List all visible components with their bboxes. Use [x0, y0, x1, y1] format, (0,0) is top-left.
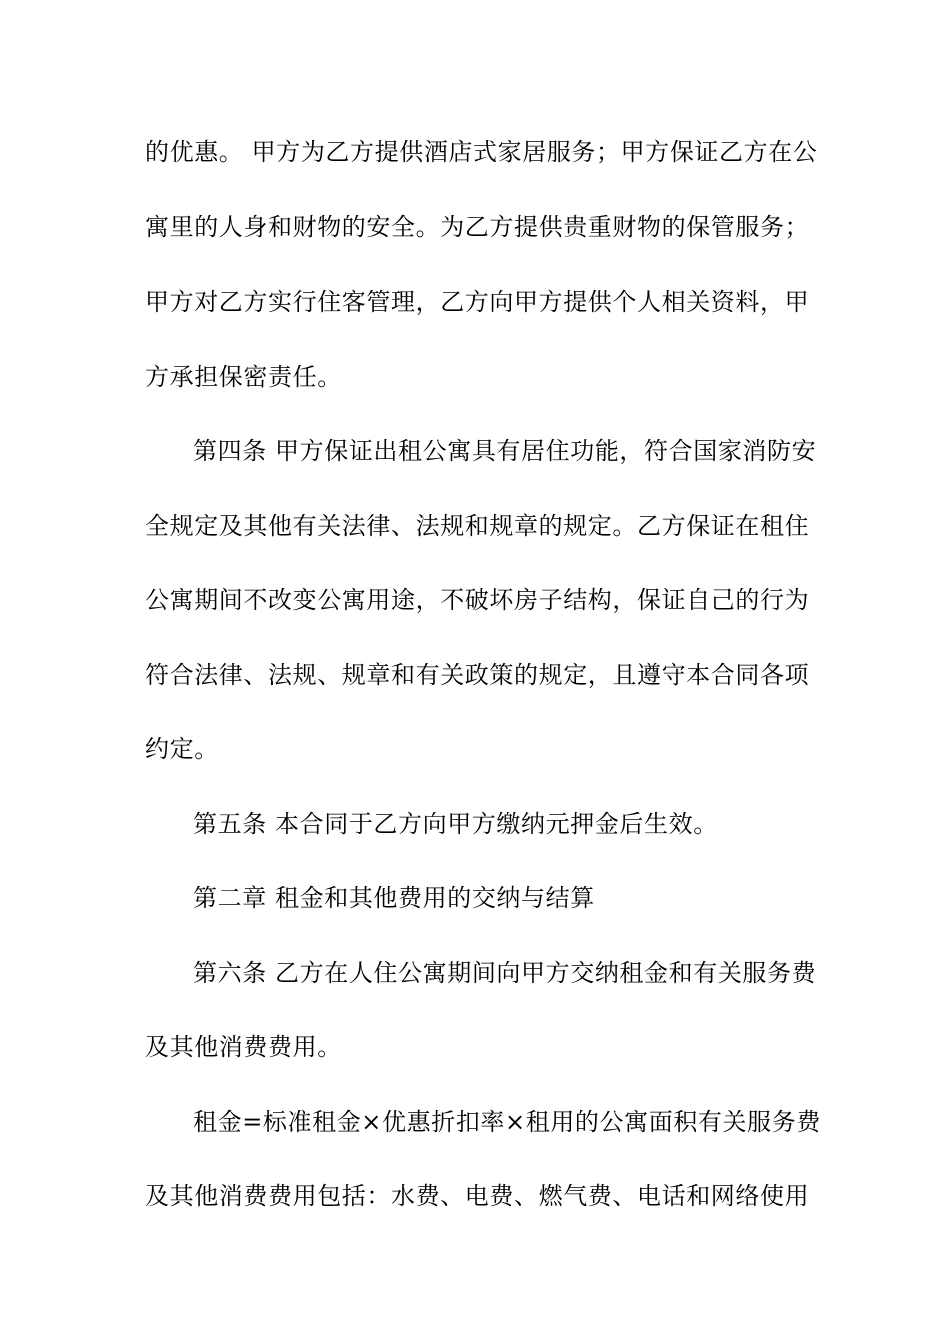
text-line: 约定。	[145, 735, 219, 763]
text-line: 及其他消费费用。	[145, 1033, 342, 1061]
article-6-line: 第六条 乙方在人住公寓期间向甲方交纳租金和有关服务费	[193, 959, 817, 987]
text-line: 寓里的人身和财物的安全。为乙方提供贵重财物的保管服务；	[145, 213, 810, 241]
text-line: 符合法律、法规、规章和有关政策的规定，且遵守本合同各项	[145, 661, 810, 689]
text-line: 方承担保密责任。	[145, 363, 342, 391]
article-4-line: 第四条 甲方保证出租公寓具有居住功能，符合国家消防安	[193, 437, 817, 465]
chapter-2-heading: 第二章 租金和其他费用的交纳与结算	[193, 884, 595, 912]
text-line: 及其他消费费用包括：水费、电费、燃气费、电话和网络使用	[145, 1182, 810, 1210]
text-line: 全规定及其他有关法律、法规和规章的规定。乙方保证在租住	[145, 512, 810, 540]
text-line: 甲方对乙方实行住客管理，乙方向甲方提供个人相关资料，甲	[145, 288, 810, 316]
article-5-line: 第五条 本合同于乙方向甲方缴纳元押金后生效。	[193, 810, 718, 838]
text-line: 公寓期间不改变公寓用途，不破坏房子结构，保证自己的行为	[145, 586, 810, 614]
rent-formula-line: 租金=标准租金×优惠折扣率×租用的公寓面积有关服务费	[193, 1108, 821, 1136]
text-line: 的优惠。 甲方为乙方提供酒店式家居服务；甲方保证乙方在公	[145, 138, 818, 166]
